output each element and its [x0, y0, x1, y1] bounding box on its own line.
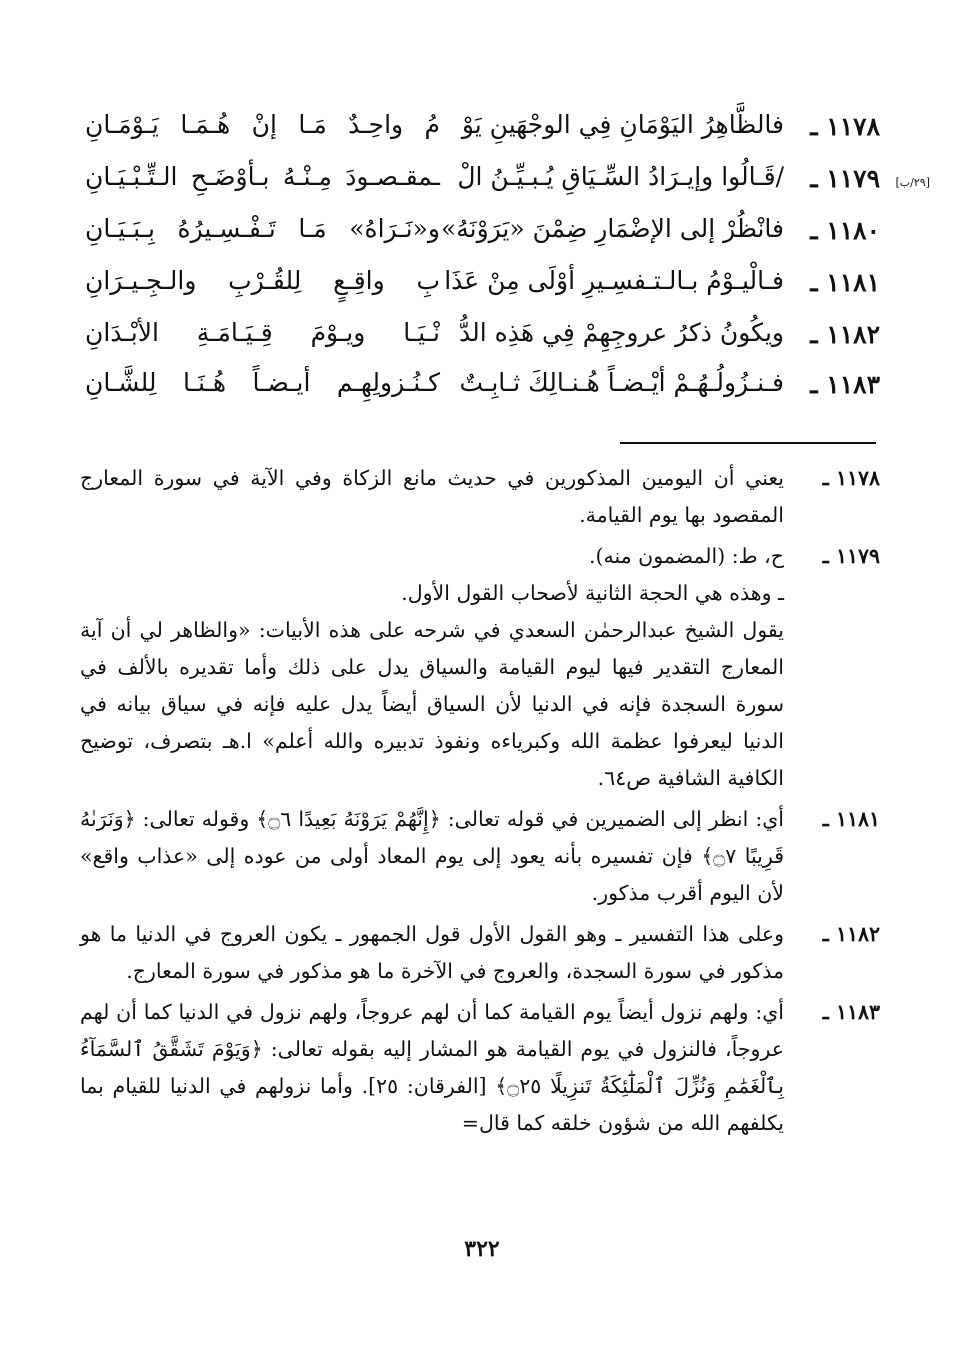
footnotes-section: [80, 460, 880, 1142]
verse-number: ١١٨٣ ـ: [810, 370, 880, 399]
footnote-number: ١١٨١ ـ: [822, 807, 880, 831]
footnote: [80, 460, 880, 534]
verse-line: [80, 262, 880, 312]
footnote-text: يقول الشيخ عبدالرحمٰن السعدي في شرحه على هذه الأبيات: «والظاهر لي أن آية المعارج التقدير فيها ليوم القيامة والسياق يدل على ذلك وأما تقديره بالألف في سورة السجدة فإنه في الدنيا لأن السياق أيضاً يدل عليه فإنه في سياق بيانه في الدنيا ليعرفوا عظمة الله وكبرياءه ونفوذ تدبيره والله أعلم» ا.هـ بتصرف، توضيح الكافية الشافية ص٦٤.: [80, 618, 784, 790]
verse-line: [80, 106, 880, 156]
verse-line: [80, 158, 880, 208]
footnote-number: ١١٧٨ ـ: [822, 466, 880, 490]
verse-first-hemistich: فـنـزُولُـهُـمْ أيْـضـاً هُـنـالِكَ ثـابِـتٌ: [459, 368, 784, 397]
verse-second-hemistich: بِ واقِـعٍ لِلقُـرْبِ والـجِـيـرَانِ: [85, 266, 440, 295]
verse-line: [80, 364, 880, 414]
footnote-text: أي: ولهم نزول أيضاً يوم القيامة كما أن لهم عروجاً، ولهم نزول في الدنيا كما أن لهم عروجاً، فالنزول في يوم القيامة هو المشار إليه بقوله تعالى: ﴿وَيَوْمَ تَشَقَّقُ ٱلسَّمَآءُ بِٱلْغَمَٰمِ وَنُزِّلَ ٱلْمَلَٰٓئِكَةُ تَنزِيلًا ۝٢٥﴾ [الفرقان: ٢٥]. وأما نزولهم في الدنيا للقيام بما يكلفهم الله من شؤون خلقه كما قال=: [80, 1000, 784, 1135]
manuscript-folio-marker: [٢٩/ب]: [895, 176, 930, 189]
page-number: ٣٢٢: [464, 1236, 500, 1262]
footnote-text: أي: انظر إلى الضميرين في قوله تعالى: ﴿إِنَّهُمْ يَرَوْنَهُ بَعِيدًا ۝٦﴾ وقوله تعالى: ﴿وَنَرَىٰهُ قَرِيبًا ۝٧﴾ فإن تفسيره بأنه يعود إلى يوم المعاد أولى من عوده إلى «عذاب واقع» لأن اليوم أقرب مذكور.: [80, 807, 784, 905]
verse-first-hemistich: فانْظُرْ إلى الإضْمَارِ ضِمْنَ «يَرَوْنَهُ»: [440, 214, 784, 243]
verse-second-hemistich: نْـيَـا ويـوْمَ قِـيَـامَـةِ الأبْـدَانِ: [85, 318, 440, 347]
footnote: [80, 916, 880, 990]
verse-number: ١١٧٨ ـ: [810, 112, 880, 141]
footnote-text: ـ وهذه هي الحجة الثانية لأصحاب القول الأول.: [401, 581, 784, 605]
verse-second-hemistich: ـمقـصـودَ مِـنْـهُ بـأوْضَـحِ الـتِّـبْـيَـانِ: [85, 162, 440, 191]
footnote-text: وعلى هذا التفسير ـ وهو القول الأول قول الجمهور ـ يكون العروج في الدنيا ما هو مذكور في سورة السجدة، والعروج في الآخرة ما هو مذكور في سورة المعارج.: [80, 922, 784, 983]
verse-first-hemistich: فـالْيـوْمُ بـالـتـفسِـيرِ أوْلَى مِنْ عَذَا: [444, 266, 784, 295]
footnote-number: ١١٨٣ ـ: [822, 1000, 880, 1024]
verse-second-hemistich: كـنُـزولِهِـم أيـضـاً هُـنَـا لِلشَّـانِ: [85, 368, 440, 397]
footnote-separator-rule: [620, 442, 876, 444]
verse-number: ١١٧٩ ـ: [810, 164, 880, 193]
verse-second-hemistich: و«نَـرَاهُ» مَـا تَـفْـسِـيرُهُ بِـبَـيَـانِ: [85, 214, 440, 243]
verse-second-hemistich: مُ واحِـدٌ مَـا إنْ هُـمَـا يَـوْمَـانِ: [85, 110, 440, 139]
verse-first-hemistich: /قَـالُوا وإيـرَادُ السِّـيَاقِ يُـبـيِّـنُ الْ: [457, 162, 784, 191]
verse-line: [80, 210, 880, 260]
verse-number: ١١٨٠ ـ: [810, 216, 880, 245]
footnote-text: ح، ط: (المضمون منه).: [588, 544, 784, 568]
verse-number: ١١٨١ ـ: [810, 268, 880, 297]
footnote-number: ١١٧٩ ـ: [822, 544, 880, 568]
verse-line: [80, 314, 880, 364]
verse-number: ١١٨٢ ـ: [810, 320, 880, 349]
footnote-number: ١١٨٢ ـ: [822, 922, 880, 946]
verse-first-hemistich: ويكُونُ ذكرُ عروجِهِمْ فِي هَذِه الدُّ: [459, 318, 784, 347]
footnote-text: يعني أن اليومين المذكورين في حديث مانع الزكاة وفي الآية في سورة المعارج المقصود بها يوم القيامة.: [80, 466, 784, 527]
footnote: [80, 801, 880, 912]
footnote: [80, 994, 880, 1142]
footnote: [80, 538, 880, 797]
verse-first-hemistich: فالظَّاهِرُ اليَوْمَانِ فِي الوجْهَينِ يَوْ: [461, 110, 784, 139]
